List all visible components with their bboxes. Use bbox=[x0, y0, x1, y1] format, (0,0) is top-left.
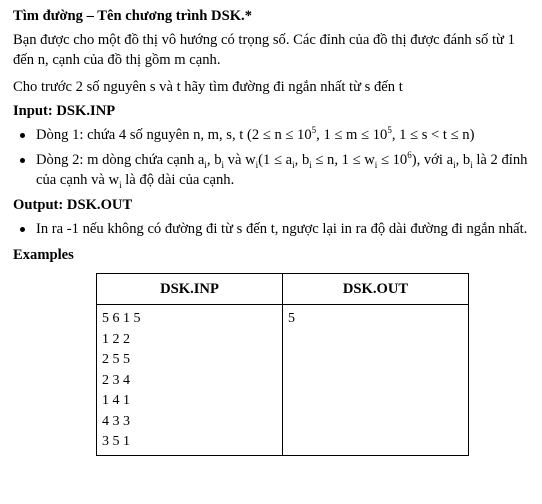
sample-output-line: 5 bbox=[288, 311, 295, 326]
output-column-header: DSK.OUT bbox=[283, 274, 469, 305]
sample-input-line: 1 4 1 bbox=[102, 393, 130, 408]
input-heading: Input: DSK.INP bbox=[13, 103, 116, 119]
sample-output-cell bbox=[283, 305, 469, 456]
sample-input-line: 5 6 1 5 bbox=[102, 311, 141, 326]
examples-header-row bbox=[97, 274, 469, 305]
sample-input-line: 1 2 2 bbox=[102, 331, 130, 347]
sample-input-line: 2 3 4 bbox=[102, 372, 130, 388]
input-line-1: Dòng 1: chứa 4 số nguyên n, m, s, t ($2 \le n \le 10^5$, $1 \le m \le 10^5$, 1 ≤ s < t ≤ n) bbox=[13, 125, 532, 145]
sample-input-line: 3 5 1 bbox=[102, 434, 130, 449]
intro-paragraph-1: Bạn được cho một đồ thị vô hướng có trọng số. Các đỉnh của đồ thị được đánh số từ 1 đến n, cạnh của đồ thị gồm m cạnh. bbox=[13, 32, 515, 68]
input-column-header: DSK.INP bbox=[97, 274, 283, 305]
intro-paragraph-2: Cho trước 2 số nguyên s và t hãy tìm đường đi ngắn nhất từ s đến t bbox=[13, 79, 403, 95]
problem-title: Tìm đường – Tên chương trình DSK.* bbox=[13, 8, 252, 24]
sample-input-cell bbox=[97, 305, 283, 456]
sample-input-line: 2 5 5 bbox=[102, 352, 130, 367]
input-list bbox=[13, 125, 532, 190]
sample-input-line: 4 3 3 bbox=[102, 413, 130, 429]
examples-table bbox=[96, 273, 469, 456]
input-line-2: Dòng 2: m dòng chứa cạnh $a_i$, $b_i$ và $w_i(1 \le a_i$, $b_i \le n$, $1 \le w_i \le 10^6$), với $a_i$, $b_i$ là 2 đỉnh của cạnh và $w_i$ là độ dài của cạnh. bbox=[13, 150, 532, 190]
output-line-1: In ra -1 nếu không có đường đi từ s đến t, ngược lại in ra độ dài đường đi ngắn nhất. bbox=[13, 219, 532, 239]
output-heading: Output: DSK.OUT bbox=[13, 197, 133, 213]
output-list bbox=[13, 219, 532, 239]
examples-heading: Examples bbox=[13, 247, 74, 263]
examples-data-row bbox=[97, 305, 469, 456]
